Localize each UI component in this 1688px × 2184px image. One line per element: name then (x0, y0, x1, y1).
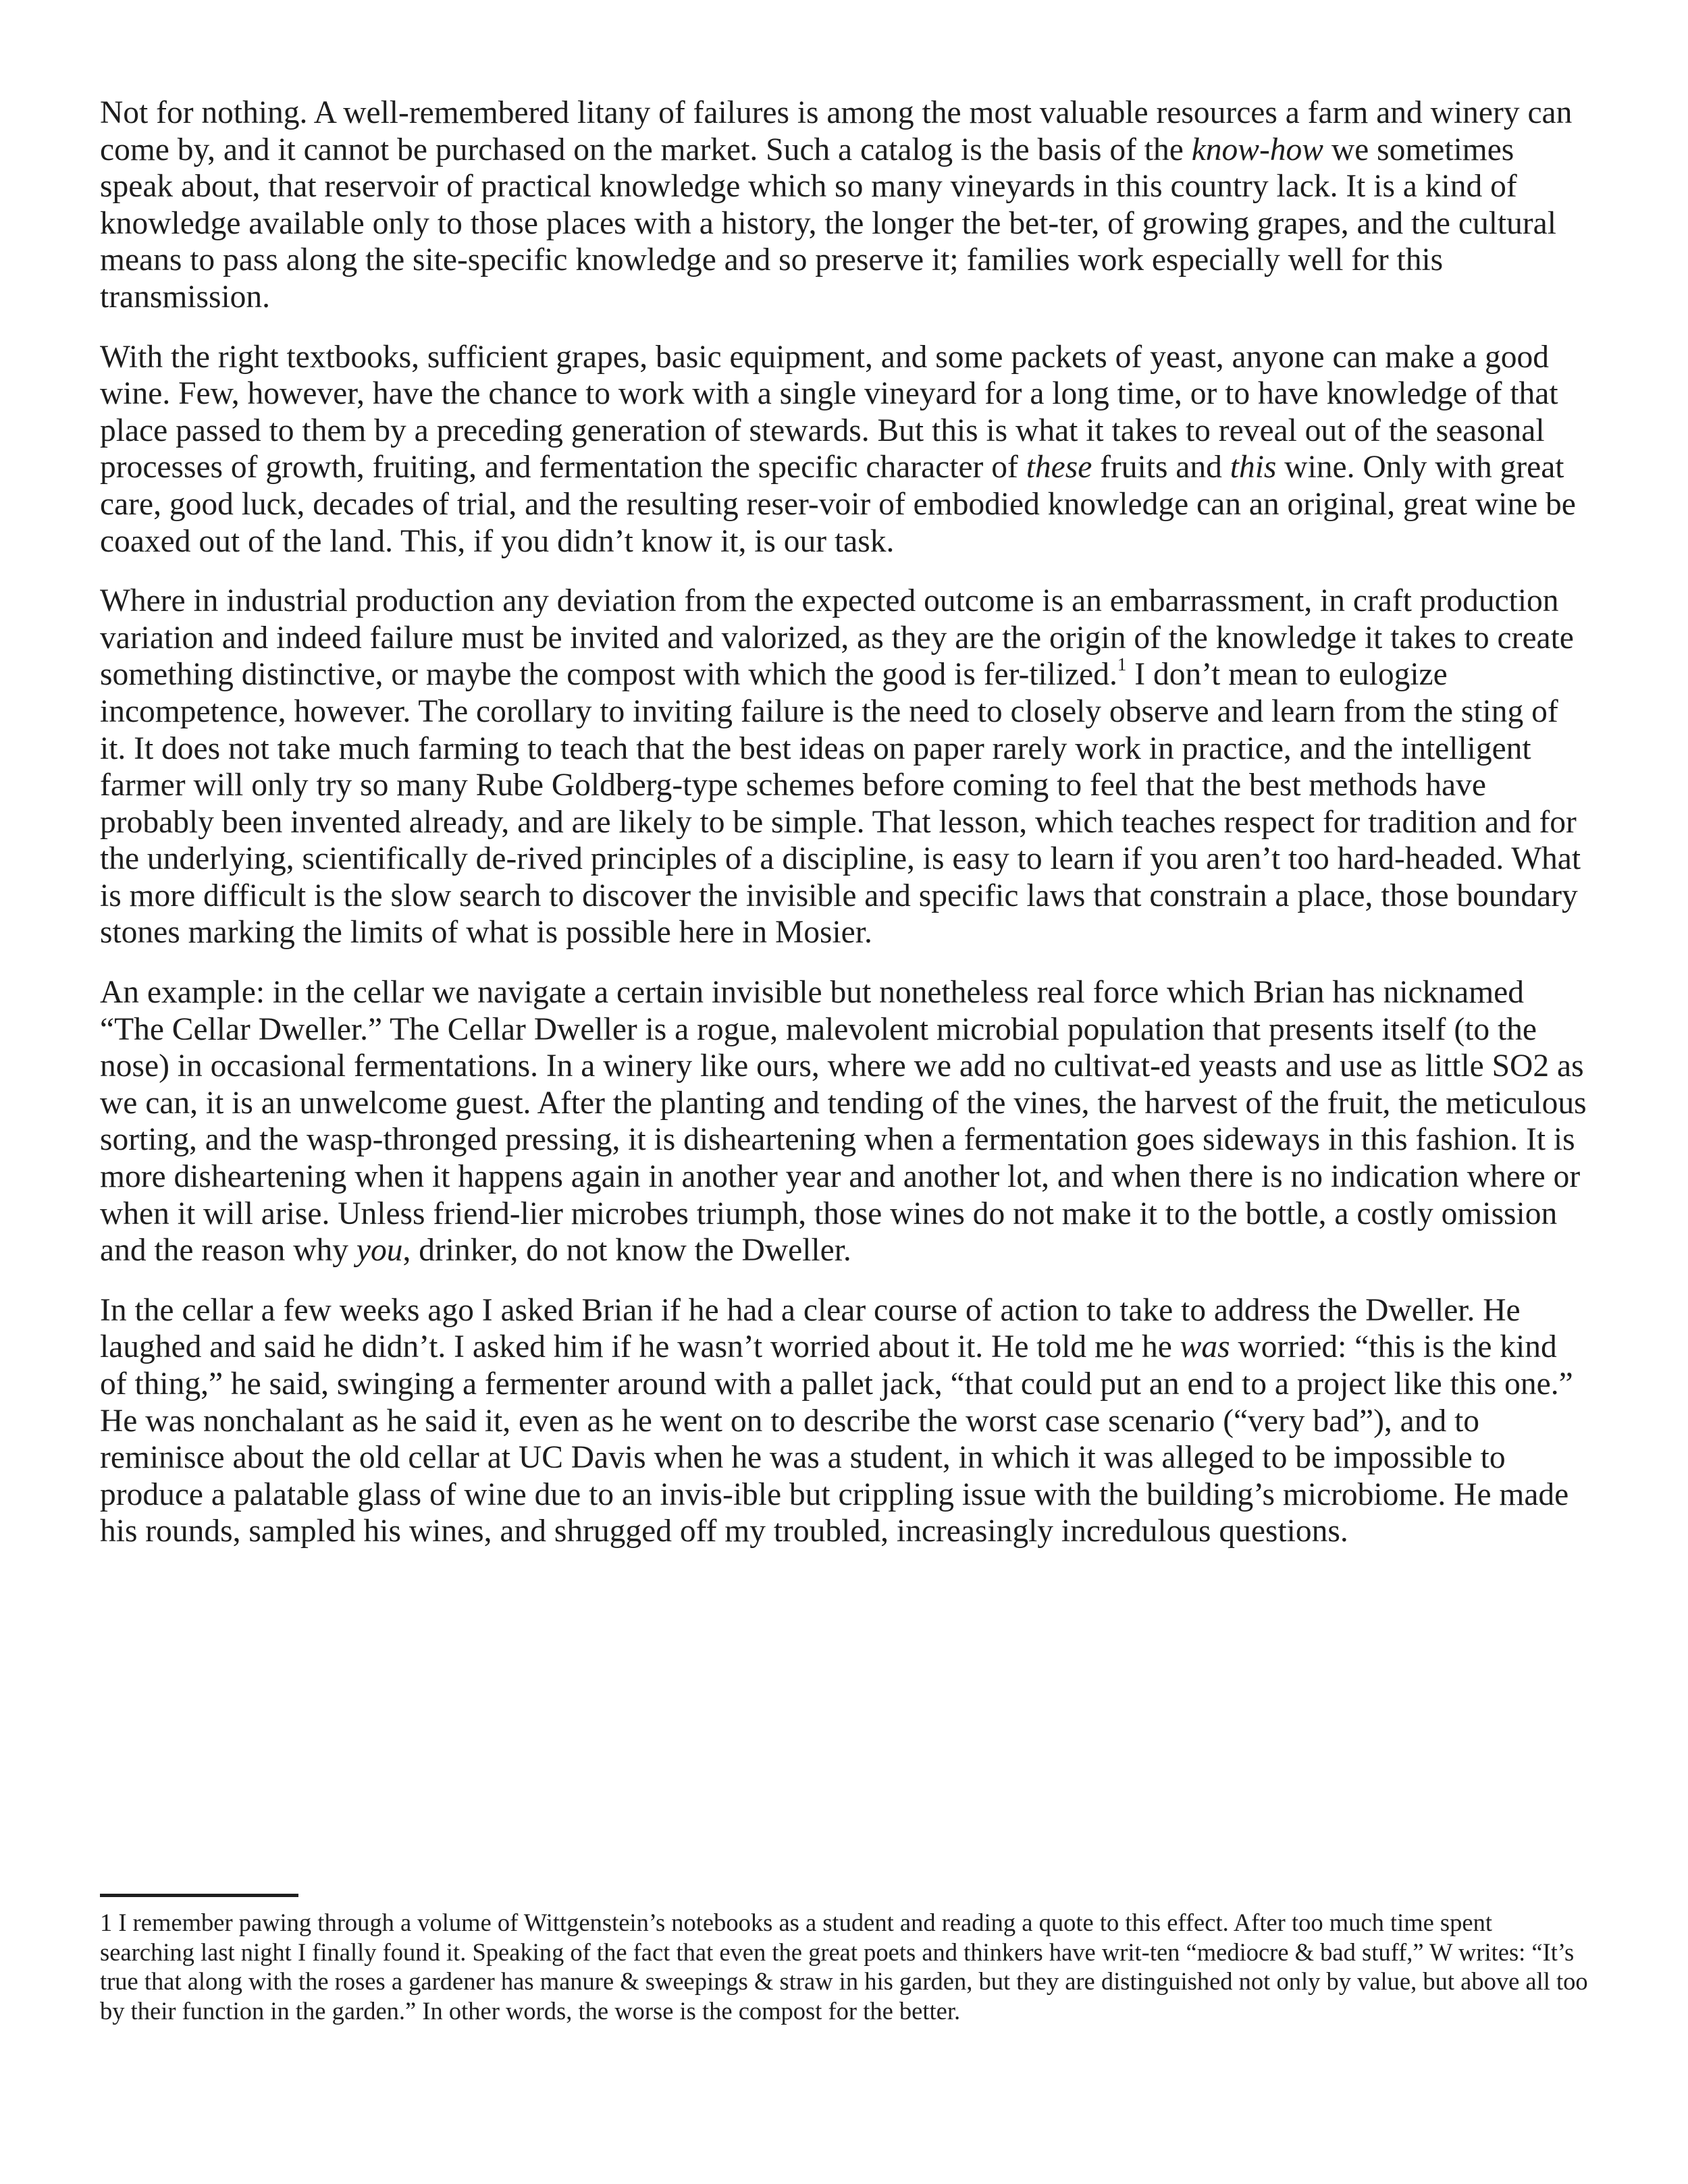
paragraph-text: I don’t mean to eulogize incompetence, however. The corollary to inviting failure is the need to closely observe and learn from the sting of it. It does not take much farming to teach that the best ideas on paper rarely work in practice, and the intelligent farmer will only try so many Rube Goldberg-type schemes before coming to feel that the best methods have probably been invented already, and are likely to be simple. That lesson, which teaches respect for tradition and for the underlying, scientifically de-rived principles of a discipline, is easy to learn if you aren’t too hard-headed. What is more difficult is the slow search to discover the invisible and specific laws that constrain a place, those boundary stones marking the limits of what is possible here in Mosier. (100, 657, 1581, 951)
italic-text: was (1180, 1329, 1230, 1365)
italic-text: know-how (1191, 132, 1323, 167)
paragraph-text: With the right textbooks, sufficient grapes, basic equipment, and some packets of yeast, anyone can make a good wine. Few, however, have the chance to work with a single vineyard for a long time, or to have knowledge of that place passed to them by a preceding generation of stewards. But this is what it takes to reveal out of the seasonal processes of growth, fruiting, and fermentation the specific character of (100, 339, 1558, 485)
paragraph-text: worried: “this is the kind of thing,” he said, swinging a fermenter around with a pallet jack, “that could put an end to a project like this one.” He was nonchalant as he said it, even as he went on to describe the worst case scenario (“very bad”), and to reminisce about the old cellar at UC Davis when he was a student, in which it was alleged to be impossible to produce a palatable glass of wine due to an invis-ible but crippling issue with the building’s microbiome. He made his rounds, sampled his wines, and shrugged off my troubled, increasingly incredulous questions. (100, 1329, 1573, 1549)
paragraph (100, 1292, 1588, 1550)
footnote (100, 1908, 1588, 2026)
paragraph (100, 339, 1588, 560)
footnote-reference: 1 (1117, 654, 1127, 675)
paragraph-text: Not for nothing. A well-remembered litany of failures is among the most valuable resources a farm and winery can come by, and it cannot be purchased on the market. Such a catalog is the basis of the (100, 95, 1573, 167)
paragraph-text: wine. Only with great care, good luck, decades of trial, and the resulting reser-voir of embodied knowledge can an original, great wine be coaxed out of the land. This, if you didn’t know it, is our task. (100, 450, 1576, 559)
paragraph-text: we sometimes speak about, that reservoir of practical knowledge which so many vineyards in this country lack. It is a kind of knowledge available only to those places with a history, the longer the bet-ter, of growing grapes, and the cultural means to pass along the site-specific knowledge and so preserve it; families work especially well for this transmission. (100, 132, 1556, 315)
paragraph-text: An example: in the cellar we navigate a certain invisible but nonetheless real force which Brian has nicknamed “The Cellar Dweller.” The Cellar Dweller is a rogue, malevolent microbial population that presents itself (to the nose) in occasional fermentations. In a winery like ours, where we add no cultivat-ed yeasts and use as little SO2 as we can, it is an unwelcome guest. After the planting and tending of the vines, the harvest of the fruit, the meticulous sorting, and the wasp-thronged pressing, it is disheartening when a fermentation goes sideways in this fashion. It is more disheartening when it happens again in another year and another lot, and when there is no indication where or when it will arise. Unless friend-lier microbes triumph, those wines do not make it to the bottle, a costly omission and the reason why (100, 975, 1587, 1269)
footnote-text: I remember pawing through a volume of Wittgenstein’s notebooks as a student and reading a quote to this effect. After too much time spent searching last night I finally found it. Speaking of the fact that even the great poets and thinkers have writ-ten “mediocre & bad stuff,” W writes: “It’s true that along with the roses a gardener has manure & sweepings & straw in his garden, but they are distinguished not only by value, but above all too by their function in the garden.” In other words, the worse is the compost for the better. (100, 1909, 1588, 2025)
page-body (100, 95, 1588, 1573)
paragraph-text: , drinker, do not know the Dweller. (402, 1233, 851, 1269)
italic-text: these (1026, 450, 1092, 485)
paragraph (100, 95, 1588, 316)
paragraph-text: In the cellar a few weeks ago I asked Brian if he had a clear course of action to take to address the Dweller. He laughed and said he didn’t. I asked him if he wasn’t worried about it. He told me he (100, 1292, 1521, 1365)
italic-text: you (356, 1233, 403, 1269)
footnote-separator (100, 1894, 298, 1897)
paragraph-text: Where in industrial production any deviation from the expected outcome is an embarrassment, in craft production variation and indeed failure must be invited and valorized, as they are the origin of the knowledge it takes to create something distinctive, or maybe the compost with which the good is fer-tilized. (100, 583, 1574, 693)
italic-text: this (1230, 450, 1277, 485)
paragraph (100, 583, 1588, 951)
paragraph (100, 974, 1588, 1269)
footnote-number: 1 (100, 1909, 113, 1936)
paragraph-text: fruits and (1092, 450, 1230, 485)
